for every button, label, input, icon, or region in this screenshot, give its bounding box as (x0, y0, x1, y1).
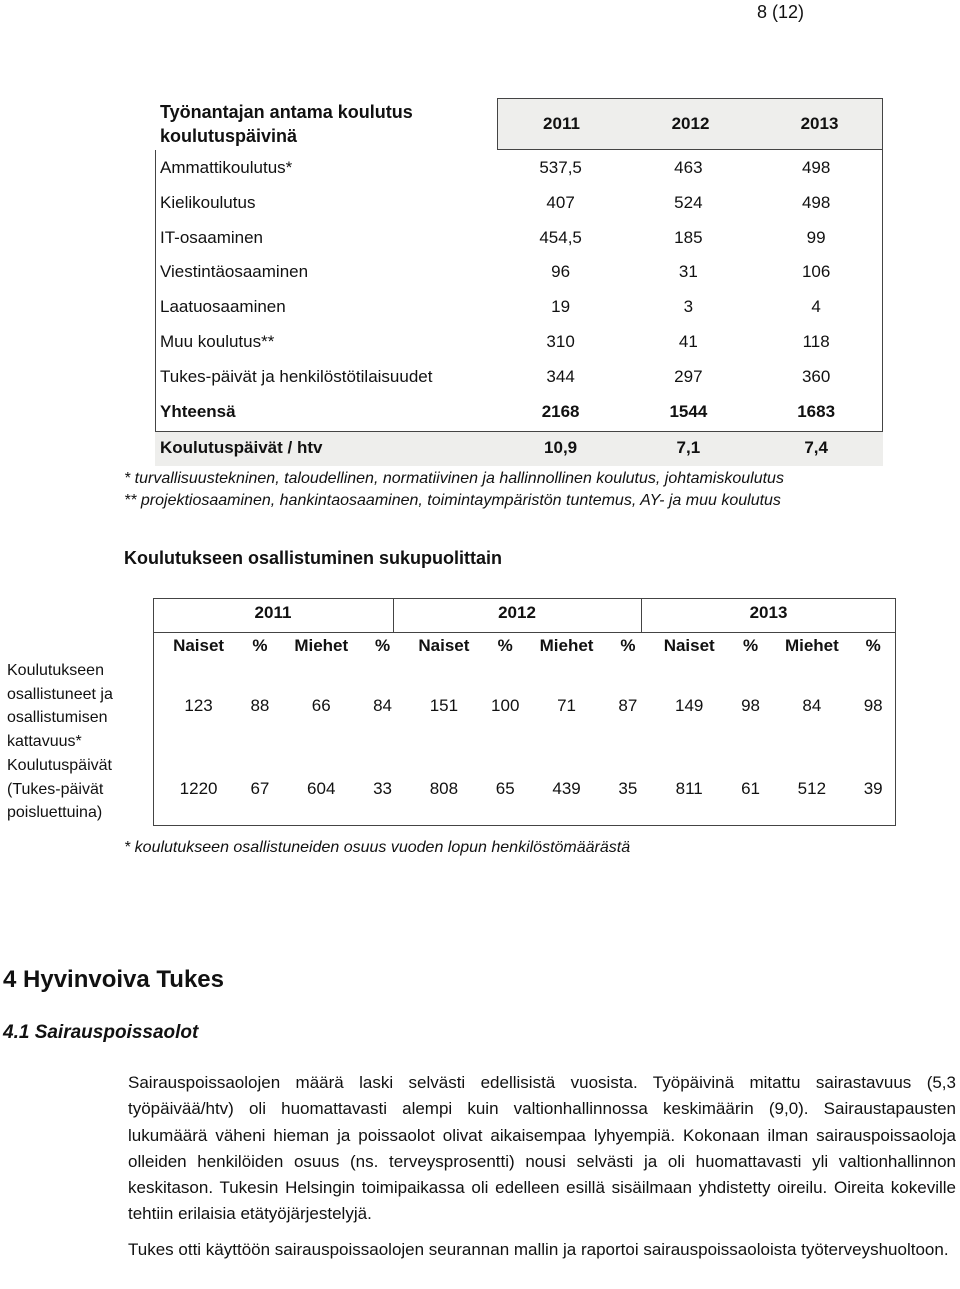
paragraph: Tukes otti käyttöön sairauspoissaolojen seurannan mallin ja raportoi sairauspoissaoloista työterveyshuoltoon. (128, 1240, 949, 1259)
column-header: Naiset (663, 636, 715, 655)
table1-year: 2012 (671, 114, 710, 133)
cell: 88 (250, 696, 270, 715)
table2-year: 2012 (498, 603, 536, 622)
column-header: % (375, 636, 391, 655)
table2-year: 2013 (749, 603, 788, 622)
row-label: Yhteensä (160, 402, 236, 421)
cell: 96 (551, 262, 571, 281)
cell: 149 (675, 696, 704, 715)
cell: 7,1 (676, 438, 701, 457)
cell: 84 (802, 696, 822, 715)
cell: 41 (678, 332, 698, 351)
cell: 67 (250, 779, 270, 798)
column-header: % (252, 636, 268, 655)
cell: 66 (311, 696, 331, 715)
column-header: % (742, 636, 759, 655)
table2-row2-label: Koulutuspäivät (Tukes-päivät poisluettuina) (7, 757, 112, 821)
cell: 98 (741, 696, 760, 715)
cell: 19 (551, 297, 571, 316)
column-header: % (865, 636, 881, 655)
row-label: Tukes-päivät ja henkilöstötilaisuudet (160, 367, 433, 386)
table1-htv-row (160, 431, 880, 465)
cell: 151 (429, 696, 459, 715)
section-heading: 4 Hyvinvoiva Tukes (3, 966, 224, 993)
column-header: Miehet (539, 636, 594, 655)
cell: 811 (675, 779, 703, 798)
cell: 537,5 (539, 158, 582, 177)
row-label: Laatuosaaminen (160, 297, 286, 316)
row-label: Koulutuspäivät / htv (160, 438, 323, 457)
table1-row (160, 151, 880, 185)
cell: 439 (552, 779, 581, 798)
row-label: Viestintäosaaminen (160, 262, 309, 281)
cell: 7,4 (804, 438, 828, 457)
cell: 100 (491, 696, 520, 715)
column-header: Miehet (784, 636, 839, 655)
table1-row (160, 325, 880, 359)
paragraph: Sairauspoissaolojen määrä laski selvästi edellisistä vuosista. Työpäivinä mitattu sairastavuus (5,3 työpäivää/htv) oli huomattavasti alempi kuin valtionhallinnossa keskimäärin (9,0). Sairaustapausten lukumäärä väheni hieman ja poissaolot olivat aikaisempaa lyhyempiä. Kokonaan ilman sairauspoissaoloja olleiden henkilöiden osuus (ns. terveysprosentti) nousi selvästi ja oli huomattavasti yli valtionhallinnon keskitason. Tukesin Helsingin toimipaikassa oli edelleen esillä sisäilmaan yhdistetty oireilu. Oireita kokeville tehtiin erilaisia etätyöjärjestelyjä. (128, 1073, 956, 1224)
cell: 604 (307, 779, 336, 798)
table1-total-row (160, 395, 880, 429)
table2-row (160, 779, 896, 799)
cell: 35 (618, 779, 638, 798)
cell: 118 (802, 332, 830, 351)
cell: 808 (429, 779, 459, 798)
table2-row1-label: Koulutukseen osallistuneet ja osallistumisen kattavuus* (7, 662, 113, 750)
cell: 360 (801, 367, 831, 386)
row-label: Muu koulutus** (160, 332, 275, 351)
table1-year: 2013 (800, 114, 839, 133)
cell: 65 (495, 779, 515, 798)
cell: 33 (373, 779, 393, 798)
cell: 10,9 (544, 438, 578, 457)
page-number: 8 (12) (756, 2, 804, 22)
row-label: Kielikoulutus (160, 193, 256, 212)
table2-year: 2011 (254, 603, 292, 622)
column-header: % (497, 636, 513, 655)
cell: 61 (741, 779, 760, 798)
cell: 185 (674, 228, 703, 247)
table1-row (160, 186, 880, 220)
table1-footnote-2: ** projektiosaaminen, hankintaosaaminen, toimintaympäristön tuntemus, AY- ja muu koulutus (124, 492, 781, 509)
cell: 84 (373, 696, 393, 715)
subsection-heading: 4.1 Sairauspoissaolot (3, 1022, 199, 1043)
cell: 512 (797, 779, 827, 798)
cell: 344 (546, 367, 575, 386)
table2-divider (153, 632, 896, 633)
table1-row (160, 221, 880, 255)
cell: 87 (618, 696, 638, 715)
table1-footnote-1: * turvallisuustekninen, taloudellinen, normatiivinen ja hallinnollinen koulutus, johtamiskoulutus (124, 470, 784, 487)
table1-row (160, 290, 880, 324)
cell: 99 (806, 228, 826, 247)
cell: 123 (184, 696, 213, 715)
cell: 31 (678, 262, 698, 281)
table2-title: Koulutukseen osallistuminen sukupuolittain (124, 548, 503, 568)
cell: 463 (674, 158, 703, 177)
column-header: Miehet (294, 636, 349, 655)
column-header: % (620, 636, 636, 655)
cell: 498 (801, 193, 831, 212)
cell: 310 (546, 332, 575, 351)
row-label: Ammattikoulutus* (160, 158, 293, 177)
cell: 71 (557, 696, 576, 715)
table1-year: 2011 (543, 114, 580, 133)
table1-row (160, 255, 880, 289)
cell: 1544 (669, 402, 708, 421)
cell: 407 (546, 193, 575, 212)
cell: 454,5 (539, 228, 582, 247)
cell: 98 (863, 696, 883, 715)
cell: 3 (683, 297, 694, 316)
cell: 39 (863, 779, 883, 798)
table2-footnote: * koulutukseen osallistuneiden osuus vuoden lopun henkilöstömäärästä (124, 839, 631, 856)
table1-row (160, 360, 880, 394)
row-label: IT-osaaminen (160, 228, 263, 247)
cell: 106 (801, 262, 831, 281)
table1-title: Työnantajan antama koulutus koulutuspäivinä (160, 102, 413, 146)
cell: 297 (674, 367, 703, 386)
cell: 4 (811, 297, 821, 316)
cell: 1220 (179, 779, 218, 798)
table2-header-row (160, 636, 896, 656)
table2-row (160, 696, 896, 716)
column-header: Naiset (173, 636, 225, 655)
cell: 1683 (797, 402, 836, 421)
cell: 2168 (541, 402, 580, 421)
cell: 498 (801, 158, 831, 177)
cell: 524 (674, 193, 703, 212)
column-header: Naiset (418, 636, 470, 655)
